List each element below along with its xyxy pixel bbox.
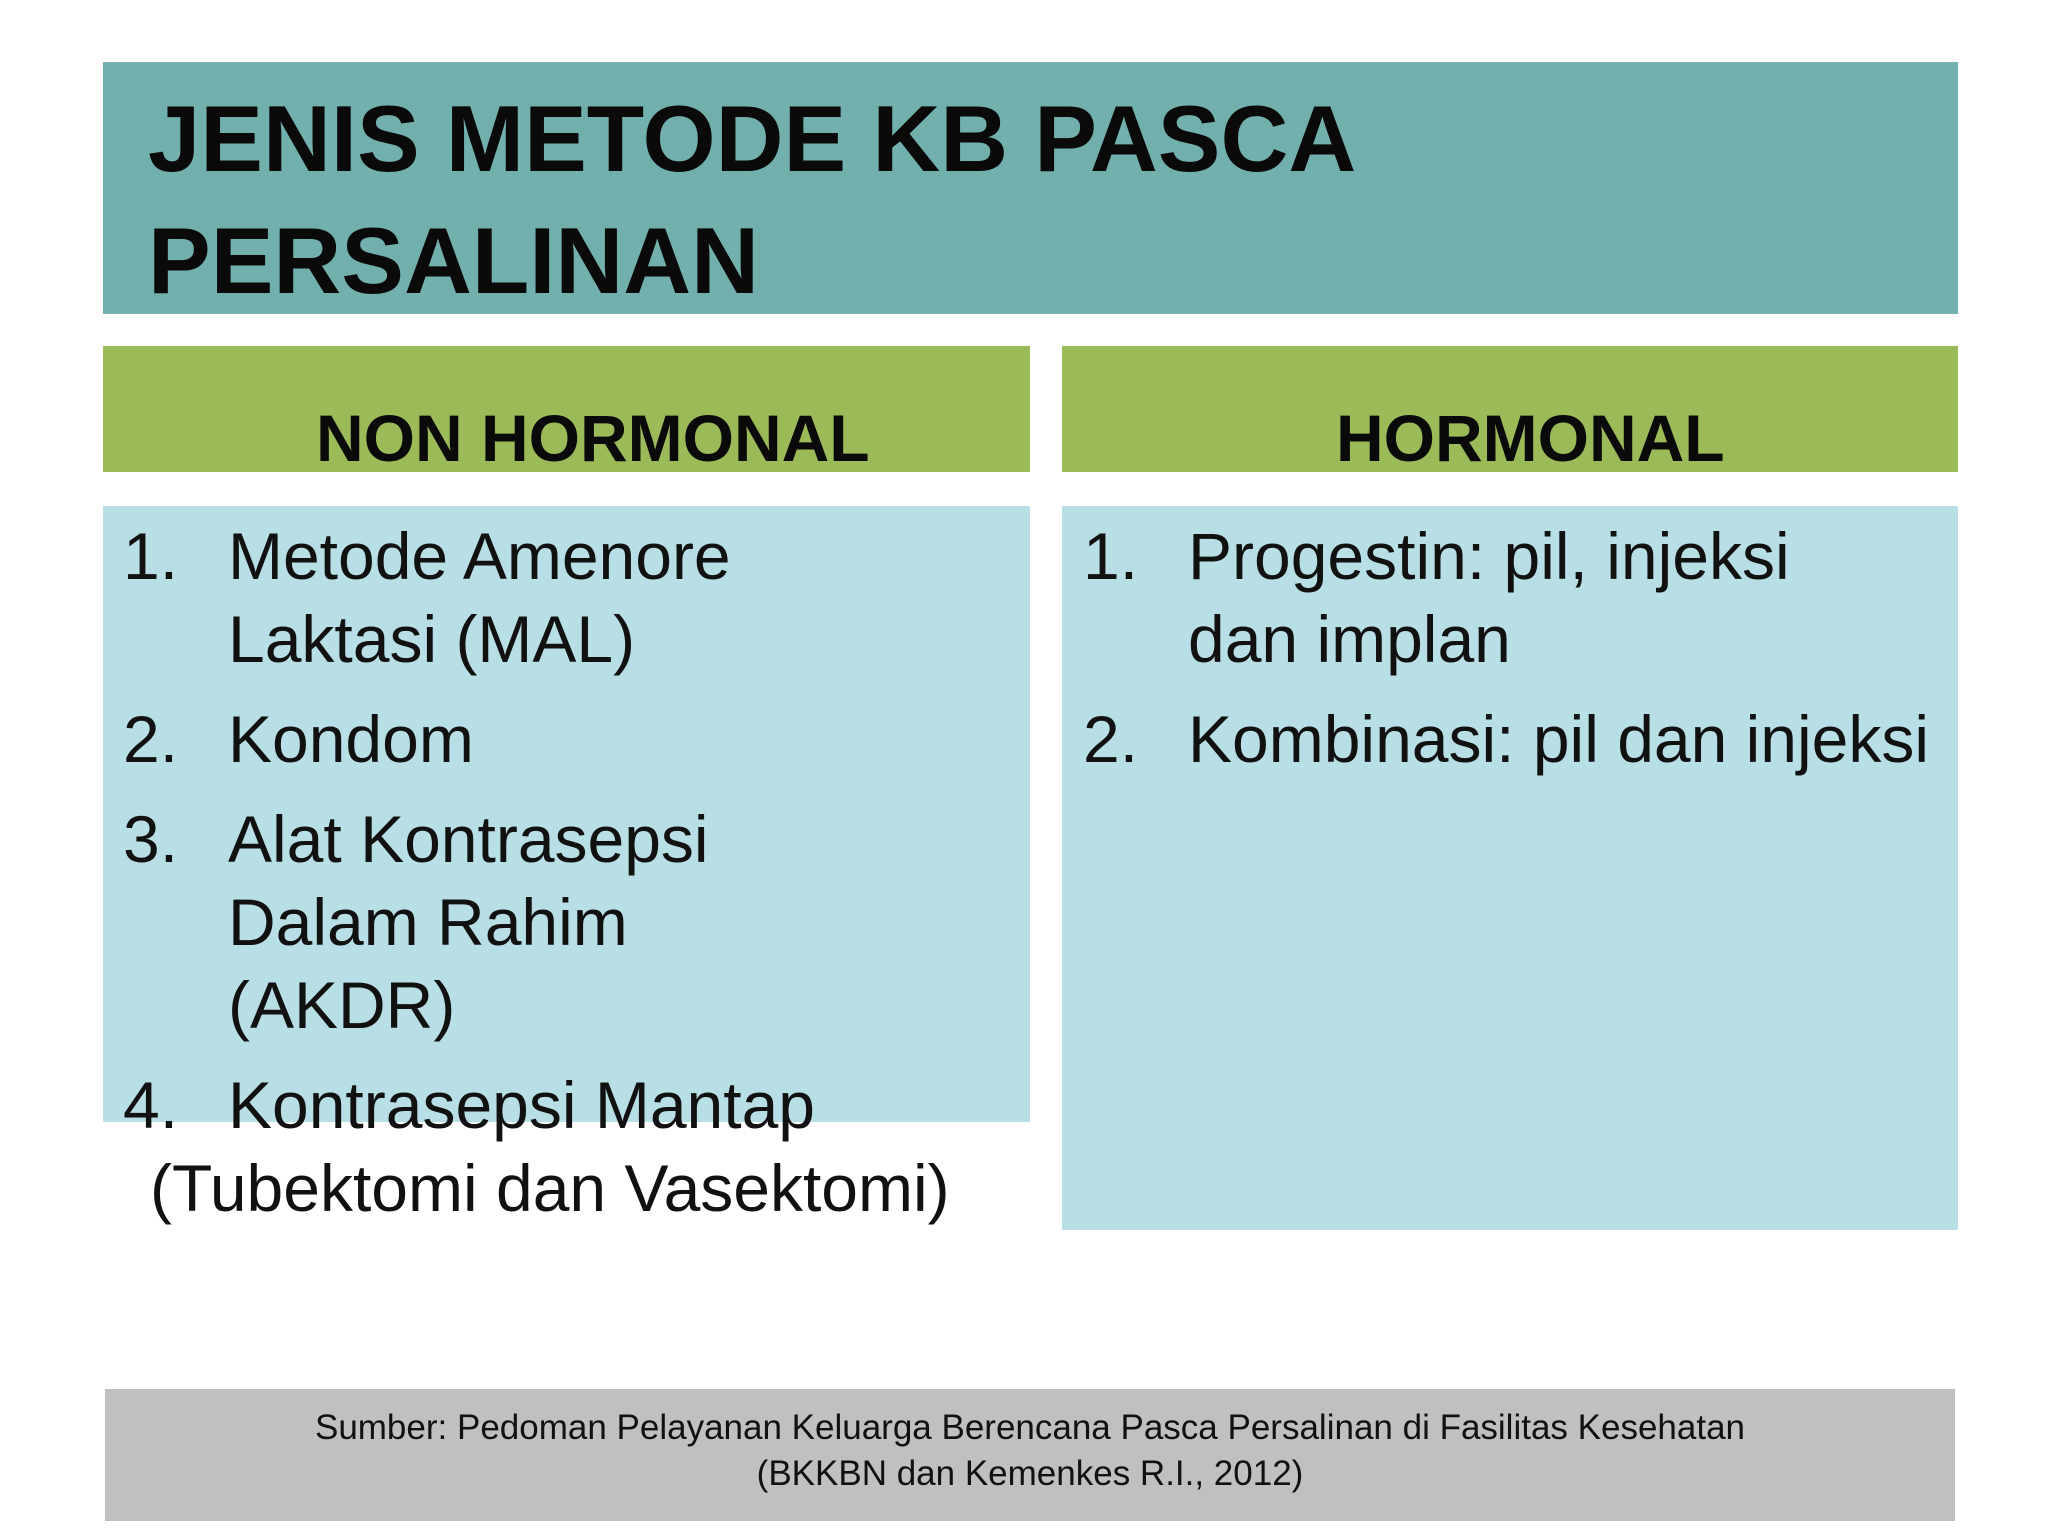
list-number: 1. <box>1083 519 1139 593</box>
list-item-text: Metode Amenore <box>228 519 731 593</box>
list-item-text: (AKDR) <box>228 968 456 1042</box>
slide-title-line-2: PERSALINAN <box>148 208 760 313</box>
list-item-text: Dalam Rahim <box>228 885 628 959</box>
hormonal-heading: HORMONAL <box>1336 401 1725 475</box>
list-item <box>123 1064 1043 1230</box>
source-citation <box>105 1389 1955 1521</box>
list-item <box>123 698 1043 781</box>
list-item-text: Kondom <box>228 702 474 776</box>
list-item-text: Alat Kontrasepsi <box>228 802 709 876</box>
list-item-text: Kontrasepsi Mantap <box>228 1068 816 1142</box>
list-item-text: dan implan <box>1188 602 1511 676</box>
slide-title-line-1: JENIS METODE KB PASCA <box>148 86 1357 191</box>
source-line-2: (BKKBN dan Kemenkes R.I., 2012) <box>756 1454 1304 1493</box>
non-hormonal-list <box>123 515 1043 1247</box>
slide-title <box>148 78 1356 322</box>
source-line-1: Sumber: Pedoman Pelayanan Keluarga Berencana Pasca Persalinan di Fasilitas Kesehatan <box>314 1408 1746 1447</box>
list-item-text: (Tubektomi dan Vasektomi) <box>150 1151 950 1225</box>
list-number: 1. <box>123 519 179 593</box>
list-item <box>123 798 1043 1047</box>
list-item <box>123 515 1043 681</box>
list-item <box>1083 515 1963 681</box>
list-item <box>1083 698 1963 781</box>
hormonal-list <box>1083 515 1963 798</box>
list-item-text: Kombinasi: pil dan injeksi <box>1188 702 1930 776</box>
non-hormonal-heading: NON HORMONAL <box>316 401 870 475</box>
list-item-text: Laktasi (MAL) <box>228 602 636 676</box>
list-number: 3. <box>123 802 179 876</box>
list-number: 4. <box>123 1068 179 1142</box>
list-item-text: Progestin: pil, injeksi <box>1188 519 1790 593</box>
list-number: 2. <box>1083 702 1139 776</box>
list-number: 2. <box>123 702 179 776</box>
